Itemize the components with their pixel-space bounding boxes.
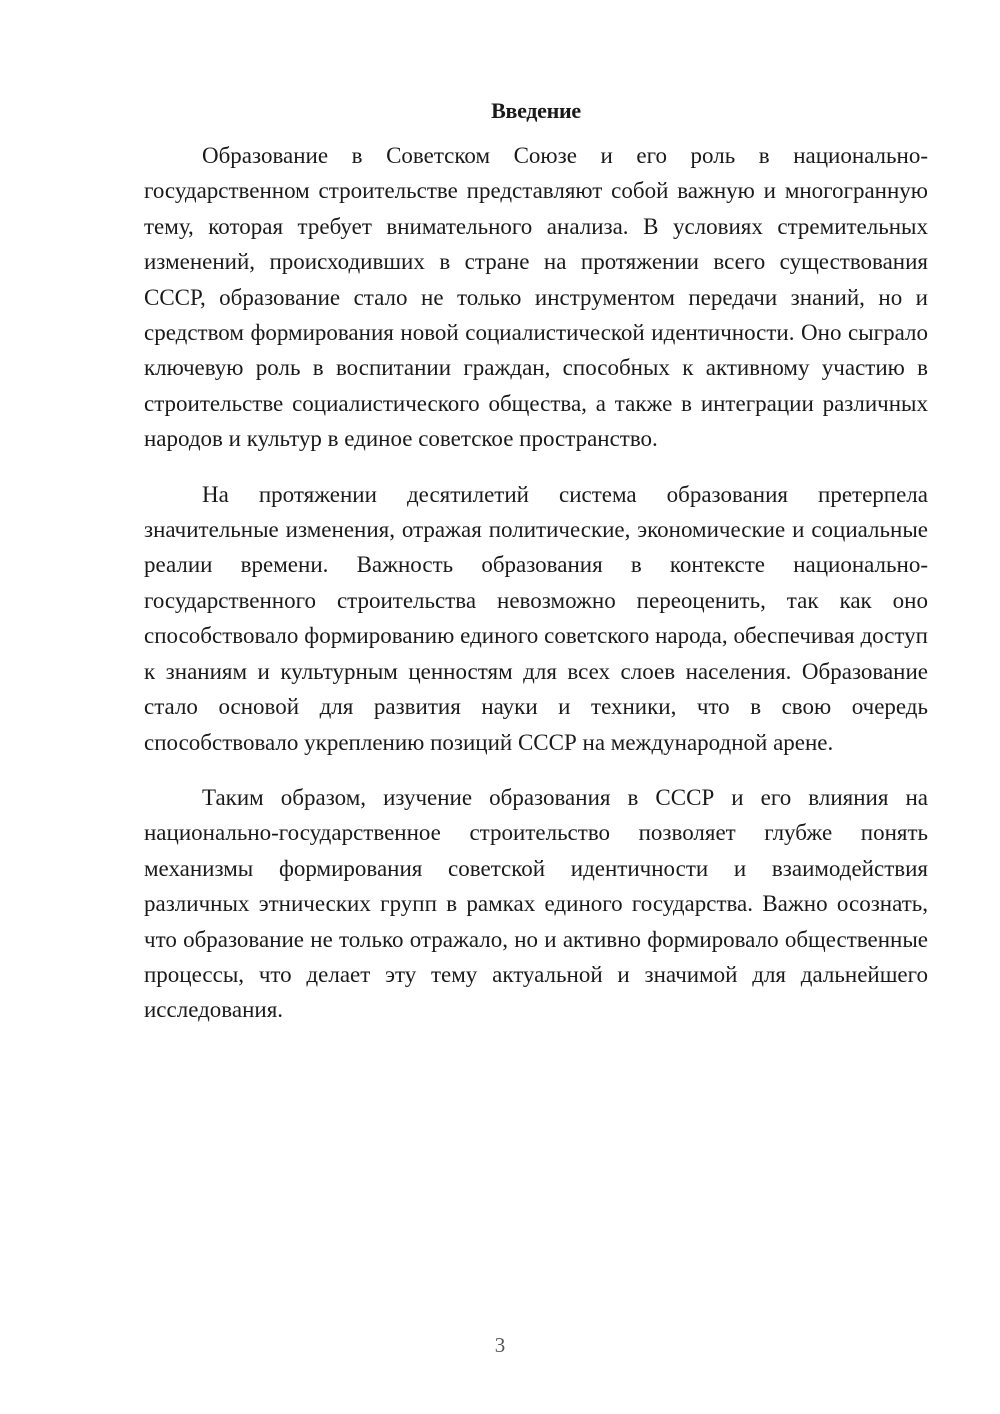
document-page bbox=[144, 96, 928, 1048]
paragraph-2: На протяжении десятилетий система образования претерпела значительные изменения, отражая политические, экономические и социальные реалии времени. Важность образования в контексте национально-государственного строительства невозможно переоценить, так как оно способствовало формированию единого советского народа, обеспечивая доступ к знаниям и культурным ценностям для всех слоев населения. Образование стало основой для развития науки и техники, что в свою очередь способствовало укреплению позиций СССР на международной арене. bbox=[144, 481, 928, 755]
page-number: 3 bbox=[494, 1333, 506, 1357]
section-heading: Введение bbox=[491, 98, 581, 123]
paragraph-1: Образование в Советском Союзе и его роль в национально-государственном строительстве представляют собой важную и многогранную тему, которая требует внимательного анализа. В условиях стремительных изменений, происходивших в стране на протяжении всего существования СССР, образование стало не только инструментом передачи знаний, но и средством формирования новой социалистической идентичности. Оно сыграло ключевую роль в воспитании граждан, способных к активному участию в строительстве социалистического общества, а также в интеграции различных народов и культур в единое советское пространство. bbox=[144, 143, 928, 452]
paragraph-3: Таким образом, изучение образования в СССР и его влияния на национально-государственное строительство позволяет глубже понять механизмы формирования советской идентичности и взаимодействия различных этнических групп в рамках единого государства. Важно осознать, что образование не только отражало, но и активно формировало общественные процессы, что делает эту тему актуальной и значимой для дальнейшего исследования. bbox=[144, 784, 928, 1023]
